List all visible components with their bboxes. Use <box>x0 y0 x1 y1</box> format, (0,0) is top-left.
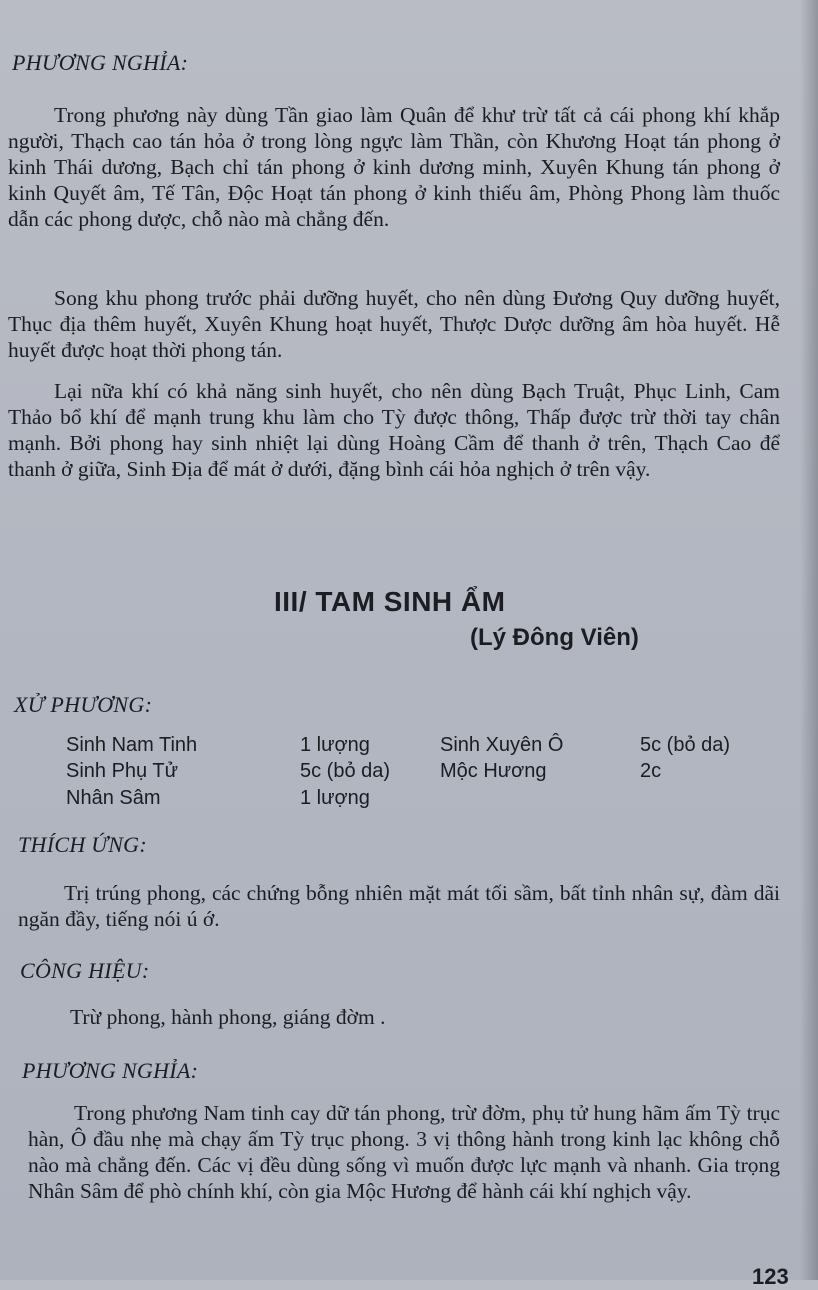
thich-ung-heading: THÍCH ỨNG: <box>18 832 147 857</box>
ingredient-name: Nhân Sâm <box>66 787 161 809</box>
cong-hieu-heading: CÔNG HIỆU: <box>20 958 150 983</box>
ingredient-amount: 1 lượng <box>300 734 370 756</box>
ingredient-amount: 5c (bỏ da) <box>300 760 391 782</box>
ingredient-name: Sinh Phụ Tử <box>66 760 178 782</box>
ingredient-amount: 1 lượng <box>300 787 370 809</box>
paragraph-2: Song khu phong trước phải dưỡng huyết, cho nên dùng Đương Quy dưỡng huyết, Thục địa thêm huyết, Xuyên Khung hoạt huyết, Thược Dược dưỡng âm hòa huyết. Hễ huyết được hoạt thời phong tán. <box>8 286 780 362</box>
phuong-nghia-heading-2: PHƯƠNG NGHỈA: <box>22 1058 199 1083</box>
section-author: (Lý Đông Viên) <box>470 624 639 651</box>
ingredient-name: Mộc Hương <box>440 760 547 782</box>
thich-ung-text: Trị trúng phong, các chứng bỗng nhiên mặt mát tối sầm, bất tỉnh nhân sự, đàm dãi ngăn đầy, tiếng nói ú ớ. <box>18 881 780 931</box>
page-edge-shadow <box>800 0 818 1280</box>
paragraph-3: Lại nữa khí có khả năng sinh huyết, cho nên dùng Bạch Truật, Phục Linh, Cam Thảo bổ khí để mạnh trung khu làm cho Tỳ được thông, Thấp được trừ thời tay chân mạnh. Bởi phong hay sinh nhiệt lại dùng Hoàng Cầm để thanh ở trên, Thạch Cao để thanh ở giữa, Sinh Địa để mát ở dưới, đặng bình cái hỏa nghịch ở trên vậy. <box>8 379 780 481</box>
cong-hieu-text: Trừ phong, hành phong, giáng đờm . <box>70 1005 386 1029</box>
section-title: III/ TAM SINH ẨM <box>274 586 506 617</box>
xu-phuong-heading: XỬ PHƯƠNG: <box>14 692 153 717</box>
ingredient-name: Sinh Nam Tinh <box>66 734 198 756</box>
page-number: 123 <box>752 1264 789 1289</box>
ingredient-amount: 5c (bỏ da) <box>640 734 731 756</box>
phuong-nghia-text: Trong phương Nam tinh cay dữ tán phong, trừ đờm, phụ tử hung hãm ấm Tỳ trục hàn, Ô đầu nhẹ mà chạy ấm Tỳ trục phong. 3 vị thông hành trong kinh lạc không chỗ nào mà chẳng đến. Các vị đều dùng sống vì muốn được lực mạnh và nhanh. Gia trọng Nhân Sâm để phò chính khí, còn gia Mộc Hương để hành cái khí nghịch vậy. <box>28 1101 780 1203</box>
ingredient-name: Sinh Xuyên Ô <box>440 734 564 756</box>
paragraph-1: Trong phương này dùng Tần giao làm Quân để khư trừ tất cả cái phong khí khắp người, Thạch cao tán hỏa ở trong lòng ngực làm Thần, còn Khương Hoạt tán phong ở kinh Thái dương, Bạch chỉ tán phong ở kinh dương minh, Xuyên Khung tán phong ở kinh Quyết âm, Tế Tân, Độc Hoạt tán phong ở kinh thiếu âm, Phòng Phong làm thuốc dẫn các phong dược, chỗ nào mà chẳng đến. <box>8 103 780 231</box>
phuong-nghia-heading-1: PHƯƠNG NGHỈA: <box>12 50 189 75</box>
ingredient-amount: 2c <box>640 760 662 782</box>
